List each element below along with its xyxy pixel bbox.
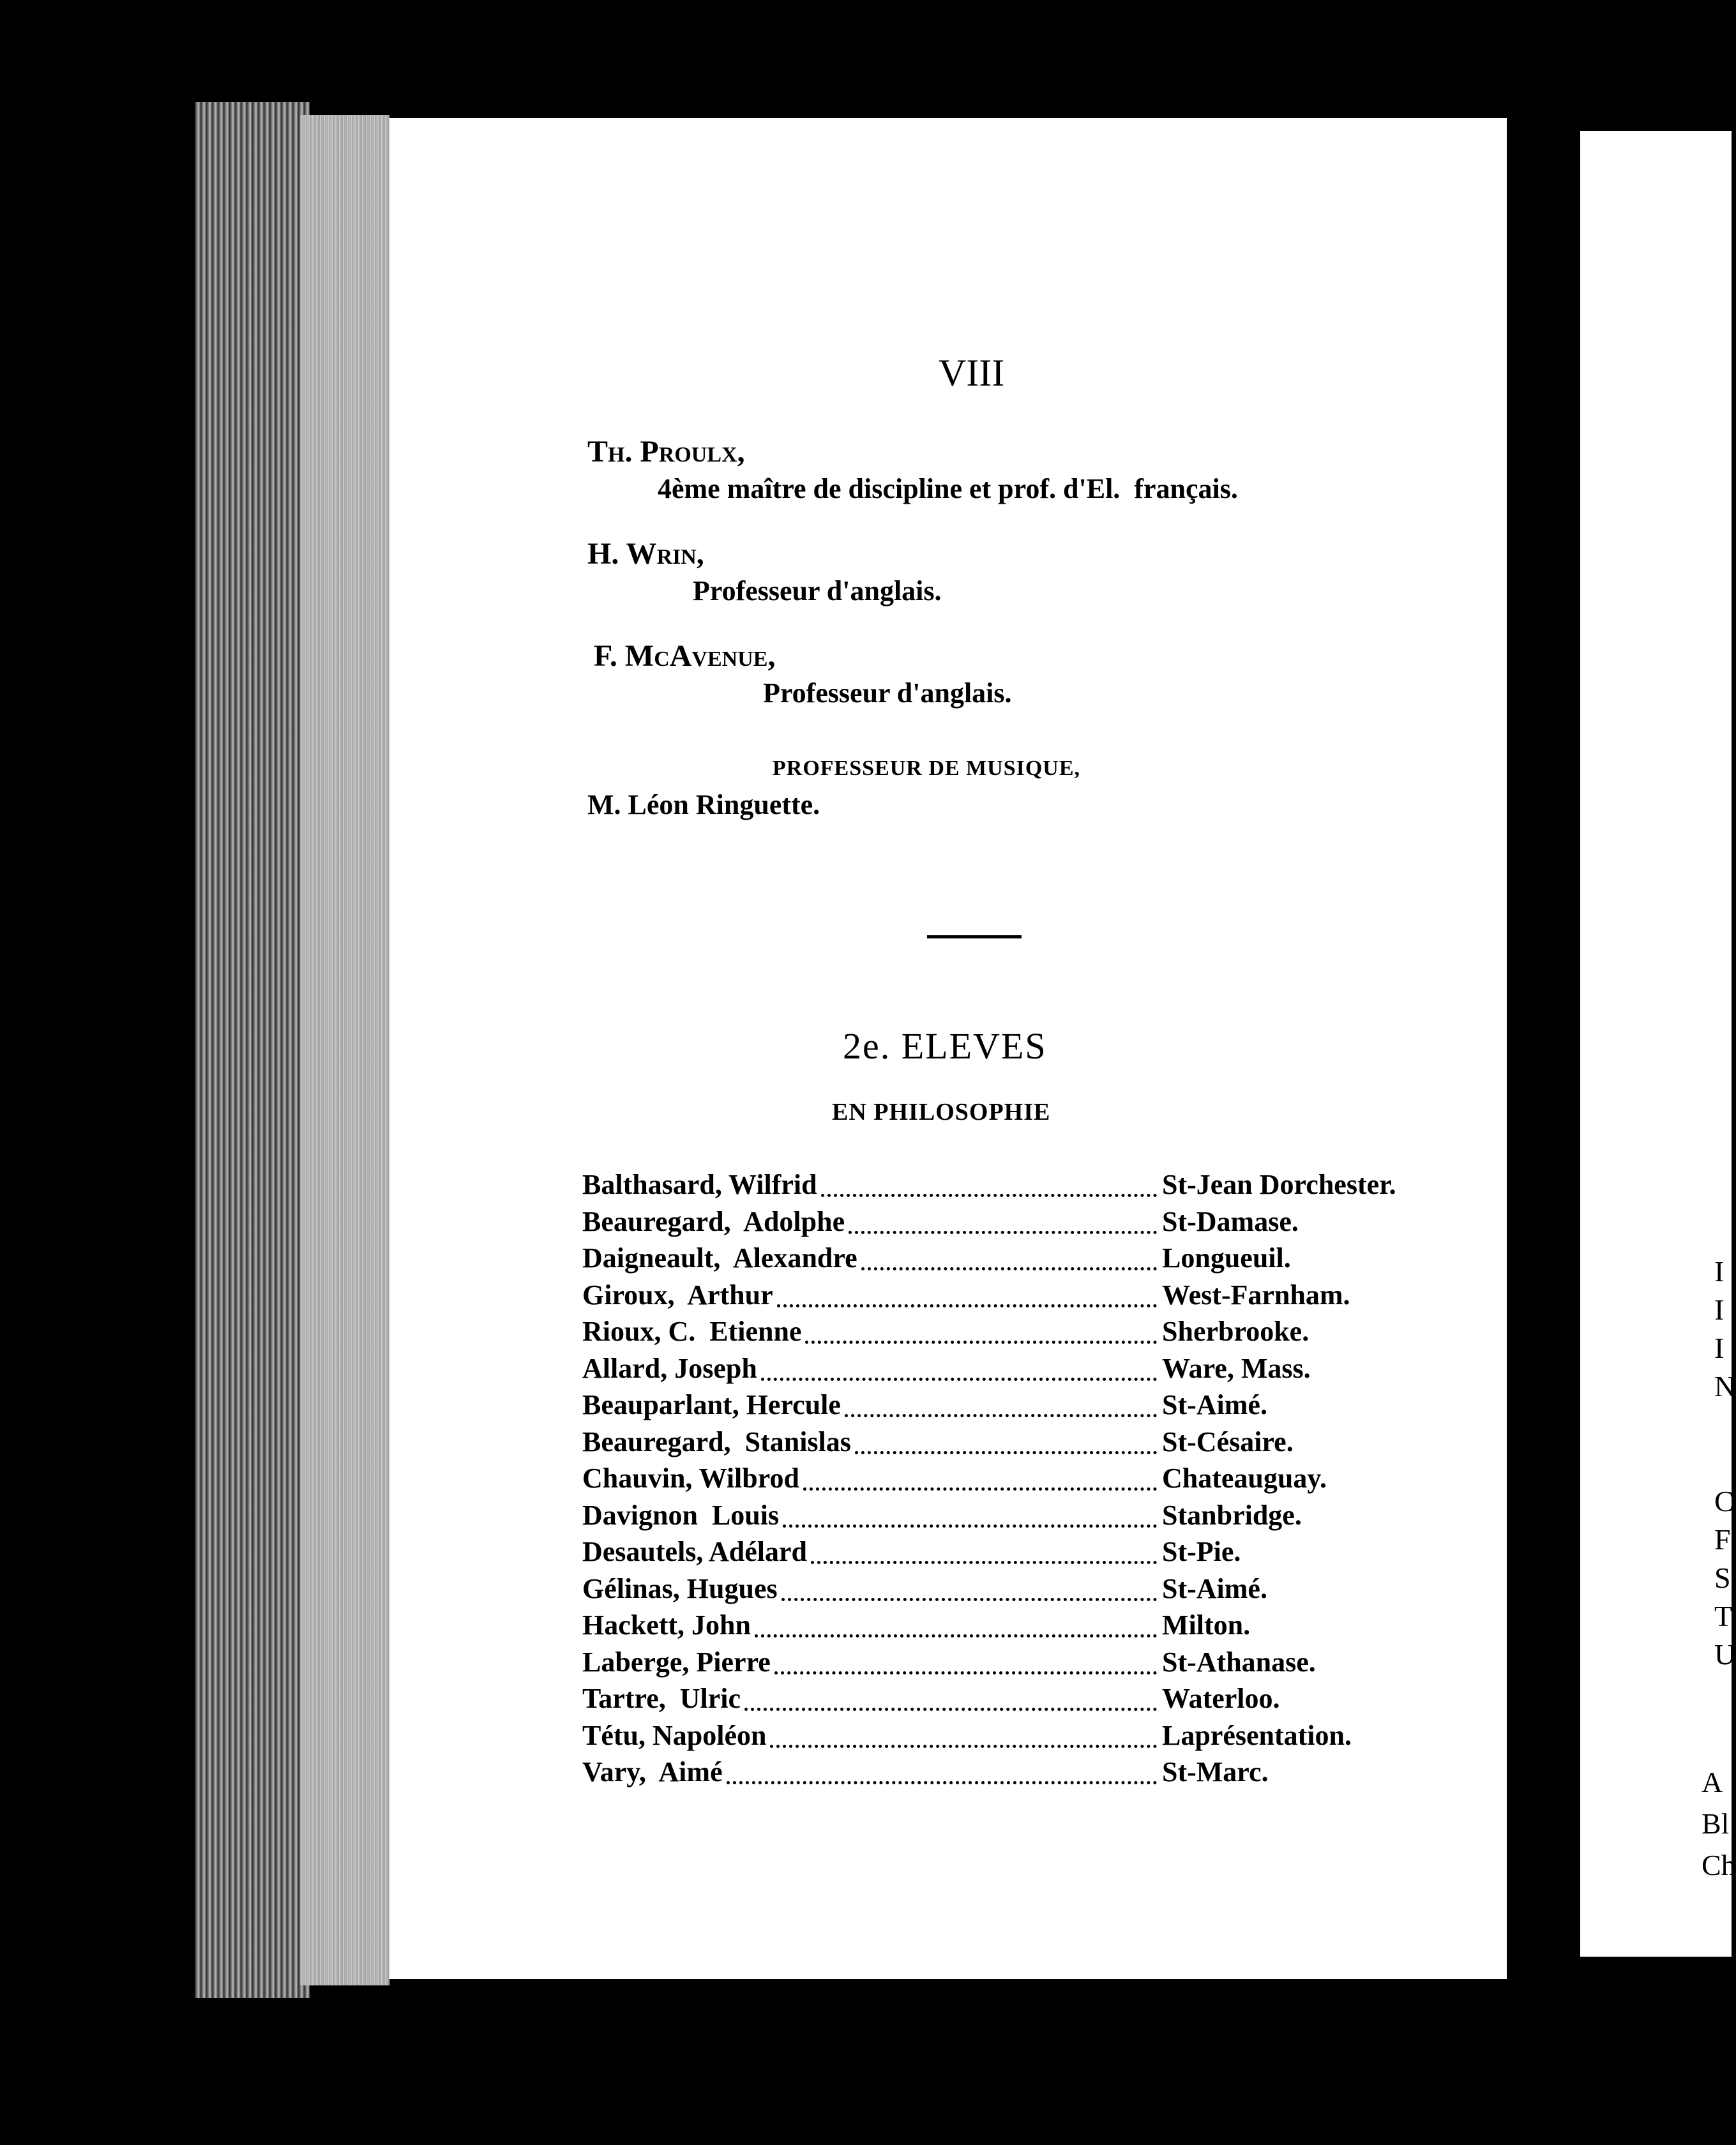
student-place: St-Marc. bbox=[1162, 1756, 1269, 1787]
leader-dots bbox=[761, 1365, 1157, 1381]
student-row bbox=[582, 1242, 1463, 1281]
student-place: St-Césaire. bbox=[1162, 1426, 1294, 1457]
student-name: Rioux, C. Etienne bbox=[582, 1316, 802, 1347]
facing-page-letter: I bbox=[1714, 1255, 1725, 1288]
leader-dots bbox=[744, 1695, 1157, 1711]
student-place: Sherbrooke. bbox=[1162, 1316, 1310, 1347]
facing-page-letter: I bbox=[1714, 1332, 1725, 1364]
student-place: Chateauguay. bbox=[1162, 1463, 1327, 1494]
student-row bbox=[582, 1499, 1463, 1539]
student-name: Vary, Aimé bbox=[582, 1756, 723, 1787]
section-title: 2e. ELEVES bbox=[843, 1025, 1047, 1067]
student-row bbox=[582, 1609, 1463, 1648]
facing-page-letter: Ch bbox=[1702, 1849, 1736, 1881]
student-row bbox=[582, 1462, 1463, 1502]
student-place: Ware, Mass. bbox=[1162, 1352, 1311, 1384]
student-name: Gélinas, Hugues bbox=[582, 1572, 778, 1604]
facing-page-letter: Bl bbox=[1702, 1807, 1730, 1840]
leader-dots bbox=[727, 1768, 1157, 1784]
student-row bbox=[582, 1426, 1463, 1465]
leader-dots bbox=[755, 1622, 1157, 1637]
section-subtitle: EN PHILOSOPHIE bbox=[832, 1099, 1051, 1125]
facing-page-letter: N bbox=[1714, 1370, 1736, 1403]
music-teacher: M. Léon Ringuette. bbox=[587, 789, 820, 820]
facing-page-letter: U bbox=[1714, 1638, 1736, 1671]
student-place: St-Aimé. bbox=[1162, 1389, 1267, 1420]
student-row bbox=[582, 1756, 1463, 1795]
facing-page-letter: C bbox=[1714, 1485, 1734, 1517]
section-divider bbox=[927, 935, 1022, 938]
student-row bbox=[582, 1389, 1463, 1428]
leader-dots bbox=[845, 1401, 1157, 1417]
student-row bbox=[582, 1315, 1463, 1355]
page-edges bbox=[300, 115, 389, 1985]
student-place: St-Damase. bbox=[1162, 1205, 1299, 1237]
music-heading: PROFESSEUR DE MUSIQUE, bbox=[773, 756, 1081, 780]
student-name: Tétu, Napoléon bbox=[582, 1719, 767, 1751]
student-name: Beauregard, Stanislas bbox=[582, 1426, 851, 1457]
staff-name: Th. Proulx, bbox=[587, 435, 745, 469]
facing-page-letter: A bbox=[1702, 1766, 1723, 1798]
student-name: Laberge, Pierre bbox=[582, 1646, 771, 1678]
facing-page-letter: S bbox=[1714, 1562, 1731, 1594]
student-place: St-Pie. bbox=[1162, 1536, 1241, 1567]
staff-role: Professeur d'anglais. bbox=[763, 677, 1012, 709]
leader-dots bbox=[803, 1475, 1157, 1491]
student-name: Davignon Louis bbox=[582, 1499, 780, 1531]
student-place: Longueuil. bbox=[1162, 1242, 1291, 1274]
leader-dots bbox=[783, 1512, 1157, 1528]
student-row bbox=[582, 1572, 1463, 1612]
student-name: Tartre, Ulric bbox=[582, 1683, 741, 1714]
leader-dots bbox=[821, 1181, 1157, 1197]
student-name: Beauparlant, Hercule bbox=[582, 1389, 841, 1420]
student-row bbox=[582, 1205, 1463, 1245]
student-name: Daigneault, Alexandre bbox=[582, 1242, 857, 1274]
student-row bbox=[582, 1646, 1463, 1685]
facing-page-letter: T bbox=[1714, 1600, 1733, 1632]
facing-page-letter: F bbox=[1714, 1523, 1731, 1556]
student-row bbox=[582, 1352, 1463, 1392]
leader-dots bbox=[849, 1218, 1157, 1234]
leader-dots bbox=[770, 1732, 1157, 1748]
student-name: Desautels, Adélard bbox=[582, 1536, 807, 1567]
leader-dots bbox=[855, 1438, 1157, 1454]
book-page bbox=[389, 118, 1507, 1979]
student-row bbox=[582, 1279, 1463, 1318]
student-row bbox=[582, 1719, 1463, 1759]
staff-name: F. McAvenue, bbox=[594, 639, 776, 673]
student-place: Milton. bbox=[1162, 1609, 1251, 1641]
facing-page bbox=[1580, 131, 1736, 1957]
student-place: St-Aimé. bbox=[1162, 1572, 1267, 1604]
student-place: Laprésentation. bbox=[1162, 1719, 1352, 1751]
student-place: Waterloo. bbox=[1162, 1683, 1280, 1714]
student-place: Stanbridge. bbox=[1162, 1499, 1302, 1531]
student-name: Balthasard, Wilfrid bbox=[582, 1169, 817, 1200]
facing-page-letter: I bbox=[1714, 1293, 1725, 1326]
leader-dots bbox=[774, 1659, 1157, 1675]
student-place: St-Jean Dorchester. bbox=[1162, 1169, 1396, 1200]
leader-dots bbox=[781, 1585, 1157, 1601]
staff-role: 4ème maître de discipline et prof. d'El. français. bbox=[658, 473, 1238, 504]
student-place: St-Athanase. bbox=[1162, 1646, 1316, 1678]
student-name: Hackett, John bbox=[582, 1609, 751, 1641]
student-row bbox=[582, 1535, 1463, 1575]
page-number: VIII bbox=[939, 352, 1005, 394]
student-name: Allard, Joseph bbox=[582, 1352, 757, 1384]
student-place: West-Farnham. bbox=[1162, 1279, 1350, 1311]
leader-dots bbox=[777, 1291, 1157, 1307]
student-row bbox=[582, 1682, 1463, 1722]
staff-name: H. Wrin, bbox=[587, 537, 704, 571]
student-row bbox=[582, 1168, 1463, 1208]
staff-role: Professeur d'anglais. bbox=[693, 575, 942, 606]
leader-dots bbox=[811, 1548, 1157, 1564]
student-name: Giroux, Arthur bbox=[582, 1279, 773, 1311]
leader-dots bbox=[805, 1328, 1157, 1344]
student-name: Chauvin, Wilbrod bbox=[582, 1463, 799, 1494]
leader-dots bbox=[861, 1254, 1157, 1270]
student-name: Beauregard, Adolphe bbox=[582, 1205, 845, 1237]
book-edge-dark bbox=[195, 102, 310, 1998]
